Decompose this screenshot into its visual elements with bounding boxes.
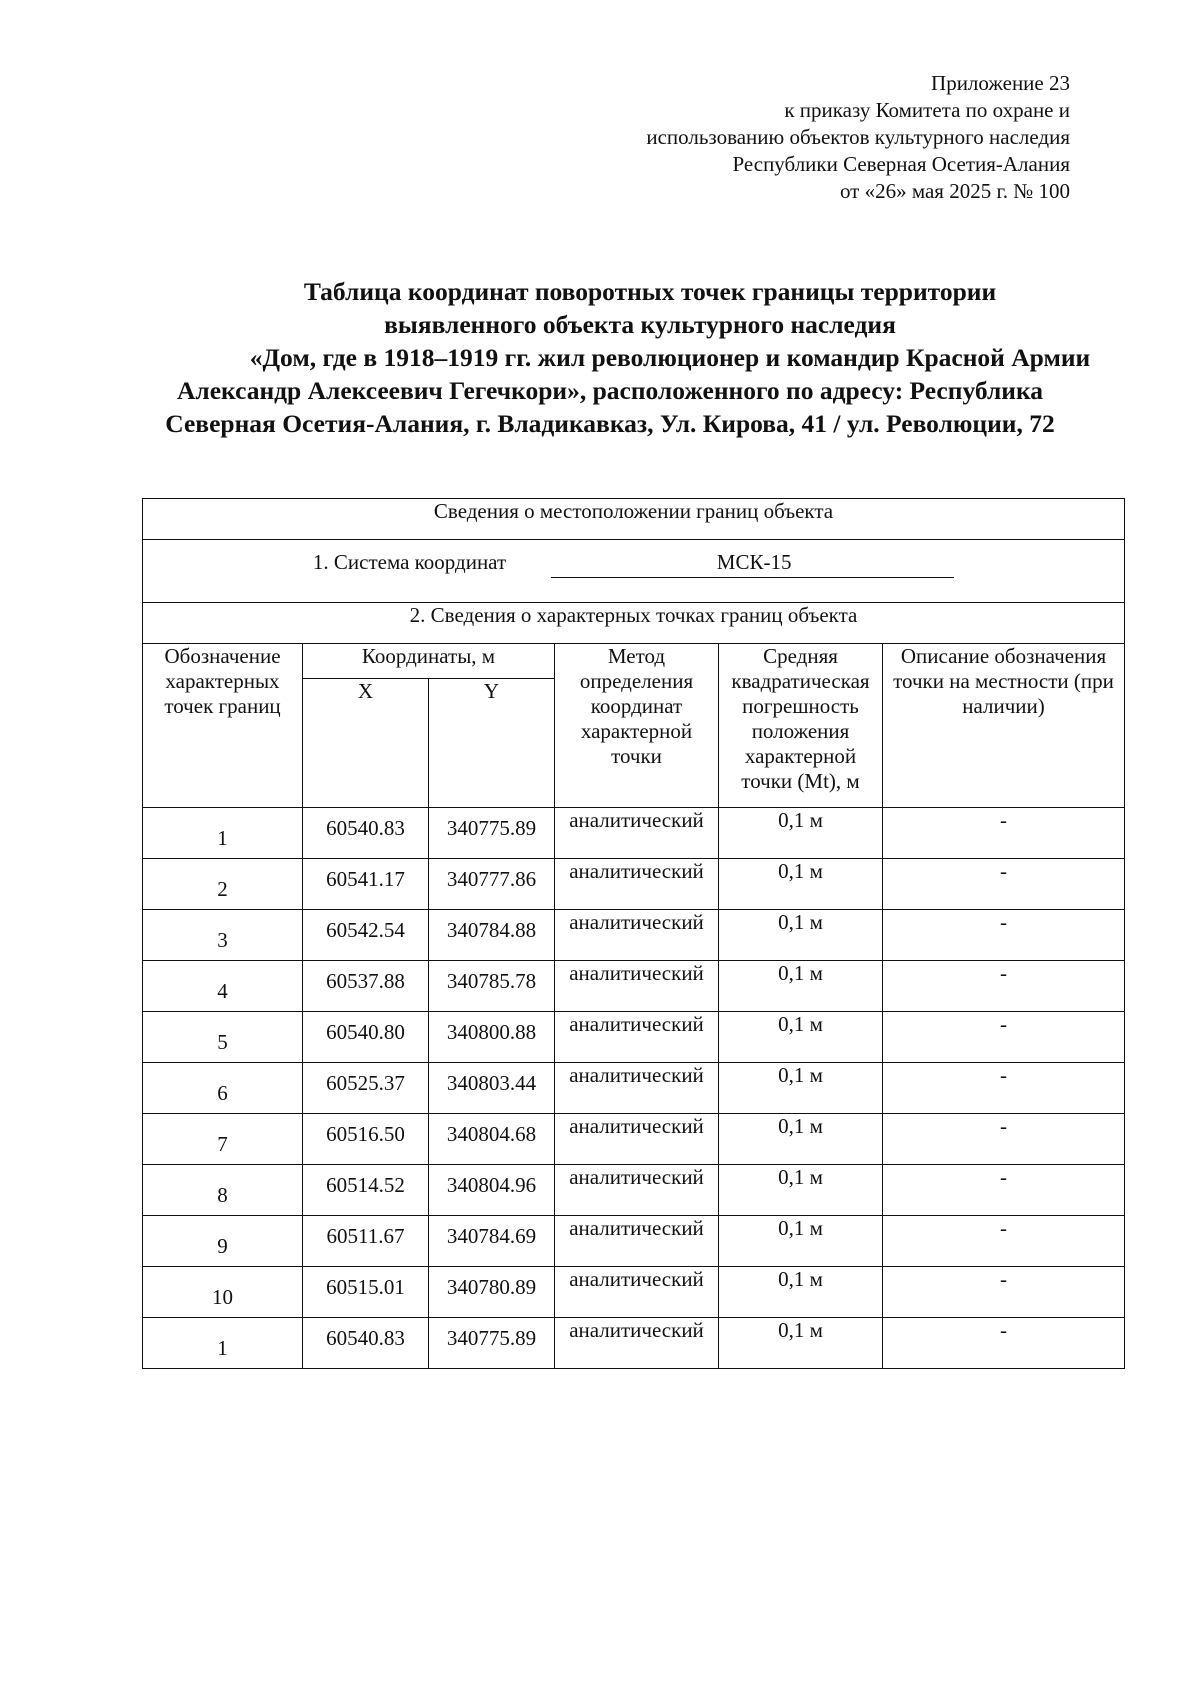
y-coordinate-cell: 340775.89 — [429, 1318, 555, 1369]
title-line: Северная Осетия-Алания, г. Владикавказ, Ул. Кирова, 41 / ул. Революции, 72 — [165, 409, 1055, 438]
point-number-cell: 8 — [143, 1165, 303, 1216]
table-row — [143, 1114, 1125, 1165]
header-y: Y — [429, 679, 555, 808]
point-number-cell: 3 — [143, 910, 303, 961]
header-x: X — [303, 679, 429, 808]
table-row — [143, 1063, 1125, 1114]
table-row — [143, 910, 1125, 961]
x-coordinate-cell: 60540.80 — [303, 1012, 429, 1063]
method-cell: аналитический — [555, 1165, 719, 1216]
method-cell: аналитический — [555, 1318, 719, 1369]
x-coordinate-cell: 60542.54 — [303, 910, 429, 961]
title-line: «Дом, где в 1918–1919 гг. жил революционер и командир Красной Армии — [249, 343, 1091, 372]
x-coordinate-cell: 60515.01 — [303, 1267, 429, 1318]
point-number-cell: 4 — [143, 961, 303, 1012]
description-cell: - — [883, 1012, 1125, 1063]
x-coordinate-cell: 60541.17 — [303, 859, 429, 910]
x-coordinate-cell: 60511.67 — [303, 1216, 429, 1267]
header-coords: Координаты, м — [303, 644, 555, 679]
method-cell: аналитический — [555, 1114, 719, 1165]
description-cell: - — [883, 961, 1125, 1012]
y-coordinate-cell: 340804.68 — [429, 1114, 555, 1165]
method-cell: аналитический — [555, 1012, 719, 1063]
header-designation: Обозначение характерных точек границ — [143, 644, 303, 808]
y-coordinate-cell: 340800.88 — [429, 1012, 555, 1063]
table-row — [143, 808, 1125, 859]
x-coordinate-cell: 60537.88 — [303, 961, 429, 1012]
point-number-cell: 5 — [143, 1012, 303, 1063]
point-number-cell: 1 — [143, 1318, 303, 1369]
description-cell: - — [883, 1165, 1125, 1216]
point-number-cell: 10 — [143, 1267, 303, 1318]
y-coordinate-cell: 340803.44 — [429, 1063, 555, 1114]
table-row — [143, 1216, 1125, 1267]
error-cell: 0,1 м — [719, 910, 883, 961]
document-title — [80, 275, 1140, 440]
error-cell: 0,1 м — [719, 1012, 883, 1063]
header-method: Метод определения координат характерной точки — [555, 644, 719, 808]
error-cell: 0,1 м — [719, 1216, 883, 1267]
error-cell: 0,1 м — [719, 1318, 883, 1369]
method-cell: аналитический — [555, 1063, 719, 1114]
appendix-line: Приложение 23 — [931, 71, 1070, 95]
description-cell: - — [883, 808, 1125, 859]
method-cell: аналитический — [555, 808, 719, 859]
y-coordinate-cell: 340775.89 — [429, 808, 555, 859]
description-cell: - — [883, 1267, 1125, 1318]
x-coordinate-cell: 60514.52 — [303, 1165, 429, 1216]
method-cell: аналитический — [555, 910, 719, 961]
x-coordinate-cell: 60540.83 — [303, 1318, 429, 1369]
coordinate-system-row — [143, 540, 1125, 603]
y-coordinate-cell: 340785.78 — [429, 961, 555, 1012]
title-line: выявленного объекта культурного наследия — [384, 310, 896, 339]
title-line: Александр Алексеевич Гегечкори», расположенного по адресу: Республика — [176, 376, 1044, 405]
description-cell: - — [883, 910, 1125, 961]
x-coordinate-cell: 60516.50 — [303, 1114, 429, 1165]
table-row — [143, 859, 1125, 910]
point-number-cell: 1 — [143, 808, 303, 859]
error-cell: 0,1 м — [719, 859, 883, 910]
method-cell: аналитический — [555, 961, 719, 1012]
point-number-cell: 6 — [143, 1063, 303, 1114]
error-cell: 0,1 м — [719, 1063, 883, 1114]
coordinate-system-label: 1. Система координат — [312, 550, 507, 574]
y-coordinate-cell: 340804.96 — [429, 1165, 555, 1216]
description-cell: - — [883, 1216, 1125, 1267]
point-number-cell: 9 — [143, 1216, 303, 1267]
appendix-line: от «26» мая 2025 г. № 100 — [839, 179, 1070, 203]
error-cell: 0,1 м — [719, 1267, 883, 1318]
error-cell: 0,1 м — [719, 961, 883, 1012]
header-error: Средняя квадратическая погрешность положения характерной точки (Mt), м — [719, 644, 883, 808]
method-cell: аналитический — [555, 1216, 719, 1267]
appendix-line: к приказу Комитета по охране и — [784, 98, 1070, 122]
table-row — [143, 1318, 1125, 1369]
title-line: Таблица координат поворотных точек границы территории — [303, 277, 997, 306]
appendix-line: использованию объектов культурного наследия — [646, 125, 1070, 149]
y-coordinate-cell: 340777.86 — [429, 859, 555, 910]
table-row — [143, 1012, 1125, 1063]
coordinate-system-value: МСК-15 — [551, 550, 954, 578]
x-coordinate-cell: 60525.37 — [303, 1063, 429, 1114]
table-body — [143, 808, 1125, 1369]
description-cell: - — [883, 1318, 1125, 1369]
table-row — [143, 1165, 1125, 1216]
table-row — [143, 961, 1125, 1012]
point-number-cell: 2 — [143, 859, 303, 910]
table-row — [143, 1267, 1125, 1318]
point-number-cell: 7 — [143, 1114, 303, 1165]
coordinates-table — [142, 498, 1125, 1369]
appendix-line: Республики Северная Осетия-Алания — [732, 152, 1070, 176]
y-coordinate-cell: 340784.69 — [429, 1216, 555, 1267]
y-coordinate-cell: 340780.89 — [429, 1267, 555, 1318]
error-cell: 0,1 м — [719, 1165, 883, 1216]
method-cell: аналитический — [555, 1267, 719, 1318]
description-cell: - — [883, 1114, 1125, 1165]
description-cell: - — [883, 1063, 1125, 1114]
header-description: Описание обозначения точки на местности (при наличии) — [883, 644, 1125, 808]
points-section-title: 2. Сведения о характерных точках границ объекта — [143, 603, 1125, 644]
appendix-block — [370, 70, 1070, 205]
method-cell: аналитический — [555, 859, 719, 910]
error-cell: 0,1 м — [719, 1114, 883, 1165]
x-coordinate-cell: 60540.83 — [303, 808, 429, 859]
error-cell: 0,1 м — [719, 808, 883, 859]
y-coordinate-cell: 340784.88 — [429, 910, 555, 961]
description-cell: - — [883, 859, 1125, 910]
table-heading: Сведения о местоположении границ объекта — [143, 499, 1125, 540]
